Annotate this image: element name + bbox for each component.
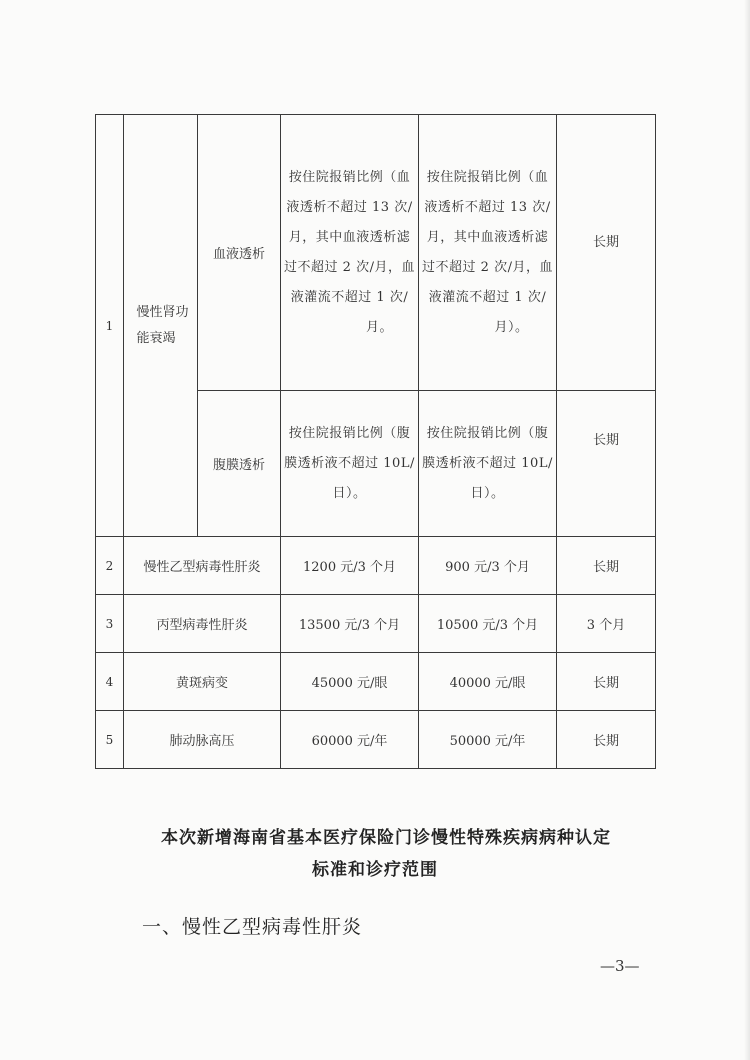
- text-line: 日）。: [470, 485, 505, 501]
- row-number: 3: [96, 595, 124, 653]
- limit-standard-1: 1200 元/3 个月: [281, 537, 419, 595]
- text-line: 月）。: [494, 319, 529, 335]
- period: 长期: [557, 653, 656, 711]
- limits-table: [95, 114, 656, 769]
- disease-name: 黄斑病变: [124, 653, 281, 711]
- limit-standard-2: 900 元/3 个月: [419, 537, 557, 595]
- table-row: [96, 711, 656, 769]
- limit-standard-1: [281, 115, 419, 391]
- limit-standard-1: 13500 元/3 个月: [281, 595, 419, 653]
- limit-standard-2: [419, 115, 557, 391]
- text-line: 按住院报销比例（腹: [288, 425, 411, 441]
- disease-name: 慢性乙型病毒性肝炎: [124, 537, 281, 595]
- limit-standard-2: 40000 元/眼: [419, 653, 557, 711]
- text-line: 液透析不超过 13 次/: [286, 199, 413, 215]
- treatment-name: 腹膜透析: [198, 391, 281, 537]
- period: 长期: [557, 391, 656, 537]
- document-title-line: 标准和诊疗范围: [312, 860, 438, 880]
- period: 长期: [557, 537, 656, 595]
- table-row: [96, 115, 656, 391]
- row-number: 2: [96, 537, 124, 595]
- limit-standard-2: 50000 元/年: [419, 711, 557, 769]
- row-number: 5: [96, 711, 124, 769]
- disease-name: 肺动脉高压: [124, 711, 281, 769]
- text-line: 液透析不超过 13 次/: [424, 199, 551, 215]
- period: 长期: [557, 711, 656, 769]
- text-line: 液灌流不超过 1 次/: [428, 289, 547, 305]
- text-line: 按住院报销比例（腹: [426, 425, 549, 441]
- text-line: 膜透析液不超过 10L/: [284, 455, 415, 471]
- document-title: [0, 822, 750, 886]
- period: 3 个月: [557, 595, 656, 653]
- period: 长期: [557, 115, 656, 391]
- disease-name: [124, 115, 198, 537]
- limit-standard-1: 45000 元/眼: [281, 653, 419, 711]
- text-line: 月，其中血液透析滤: [426, 229, 549, 245]
- table-row: [96, 595, 656, 653]
- document-title-line: 本次新增海南省基本医疗保险门诊慢性特殊疾病病种认定: [161, 828, 611, 848]
- text-line: 按住院报销比例（血: [288, 169, 411, 185]
- limit-standard-2: [419, 391, 557, 537]
- disease-name-line: 能衰竭: [136, 330, 176, 346]
- limit-standard-1: 60000 元/年: [281, 711, 419, 769]
- text-line: 日）。: [332, 485, 367, 501]
- text-line: 过不超过 2 次/月，血: [422, 259, 553, 275]
- limit-standard-2: 10500 元/3 个月: [419, 595, 557, 653]
- treatment-name: 血液透析: [198, 115, 281, 391]
- text-line: 液灌流不超过 1 次/: [290, 289, 409, 305]
- section-heading: 一、慢性乙型病毒性肝炎: [142, 916, 363, 938]
- page-number: —3—: [600, 957, 640, 975]
- text-line: 过不超过 2 次/月，血: [284, 259, 415, 275]
- text-line: 月。: [365, 319, 393, 335]
- row-number: 4: [96, 653, 124, 711]
- text-line: 按住院报销比例（血: [426, 169, 549, 185]
- table-row: [96, 653, 656, 711]
- limit-standard-1: [281, 391, 419, 537]
- row-number: 1: [96, 115, 124, 537]
- table-row: [96, 537, 656, 595]
- disease-name: 丙型病毒性肝炎: [124, 595, 281, 653]
- text-line: 月，其中血液透析滤: [288, 229, 411, 245]
- text-line: 膜透析液不超过 10L/: [422, 455, 553, 471]
- disease-name-line: 慢性肾功: [136, 304, 189, 320]
